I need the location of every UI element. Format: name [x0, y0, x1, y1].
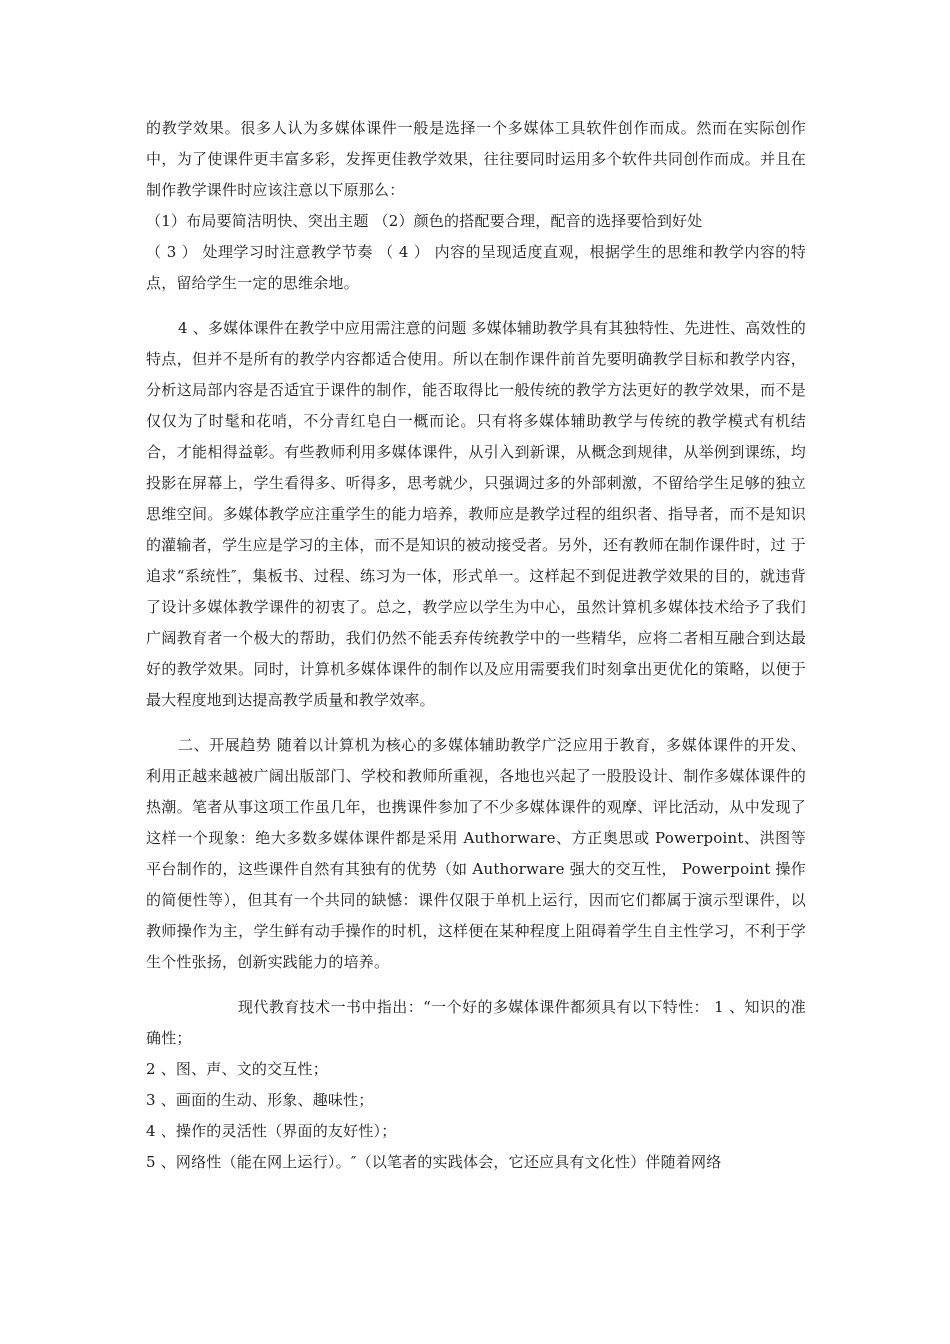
list-item-5: 5 、网络性（能在网上运行）。″（以笔者的实践体会，它还应具有文化性）伴随着网络 — [146, 1153, 722, 1171]
principles-line-2: （ 3 ） 处理学习时注意教学节奏 （ 4 ） 内容的呈现适度直观，根据学生的思维和教学内容的特点，留给学生一定的思维余地。 — [146, 243, 806, 292]
paragraph-intro: 的教学效果。很多人认为多媒体课件一般是选择一个多媒体工具软件创作而成。然而在实际创作中，为了使课件更丰富多彩，发挥更佳教学效果，往往要同时运用多个软件共同创作而成。并且在制作教学课件时应该注意以下原那么： — [146, 119, 806, 199]
list-item-2: 2 、图、声、文的交互性； — [146, 1060, 328, 1078]
paragraph-modern-education: 现代教育技术一书中指出：“一个好的多媒体课件都须具有以下特性： 1 、知识的准确性； — [146, 998, 806, 1047]
principles-line-1: （1）布局要简洁明快、突出主题 （2）颜色的搭配要合理，配音的选择要恰到好处 — [146, 212, 703, 230]
list-item-3: 3 、画面的生动、形象、趣味性； — [146, 1091, 374, 1109]
paragraph-section-4: 4 、多媒体课件在教学中应用需注意的问题 多媒体辅助教学具有其独特性、先进性、高效性的特点，但并不是所有的教学内容都适合使用。所以在制作课件前首先要明确教学目标和教学内容，分析这局部内容是否适宜于课件的制作，能否取得比一般传统的教学方法更好的教学效果，而不是仅仅为了时髦和花哨，不分青红皂白一概而论。只有将多媒体辅助教学与传统的教学模式有机结合，才能相得益彰。有些教师利用多媒体课件，从引入到新课，从概念到规律，从举例到课练，均投影在屏幕上，学生看得多、听得多，思考就少，只强调过多的外部刺激，不留给学生足够的独立思维空间。多媒体教学应注重学生的能力培养，教师应是教学过程的组织者、指导者，而不是知识的灌输者，学生应是学习的主体，而不是知识的被动接受者。另外，还有教师在制作课件时，过 于追求“系统性″，集板书、过程、练习为一体，形式单一。这样起不到促进教学效果的目的，就违背了设计多媒体教学课件的初衷了。总之，教学应以学生为中心，虽然计算机多媒体技术给予了我们广阔教育者一个极大的帮助，我们仍然不能丢弃传统教学中的一些精华，应将二者相互融合到达最好的教学效果。同时，计算机多媒体课件的制作以及应用需要我们时刻拿出更优化的策略，以便于最大程度地到达提高教学质量和教学效率。 — [146, 319, 806, 709]
paragraph-development-trend: 二、开展趋势 随着以计算机为核心的多媒体辅助教学广泛应用于教育，多媒体课件的开发、利用正越来越被广阔出版部门、学校和教师所重视，各地也兴起了一股股设计、制作多媒体课件的热潮。笔者从事这项工作虽几年，也携课件参加了不少多媒体课件的观摩、评比活动，从中发现了这样一个现象：绝大多数多媒体课件都是采用 Authorware、方正奥思或 Powerpoint、洪图等平台制作的，这些课件自然有其独有的优势（如 Authorware 强大的交互性， Powerpoint 操作的简便性等），但其有一个共同的缺憾：课件仅限于单机上运行，因而它们都属于演示型课件，以教师操作为主，学生鲜有动手操作的时机，这样便在某种程度上阻碍着学生自主性学习，不利于学生个性张扬，创新实践能力的培养。 — [146, 736, 806, 971]
list-item-4: 4 、操作的灵活性（界面的友好性）； — [146, 1122, 397, 1140]
document-body — [146, 113, 806, 1178]
